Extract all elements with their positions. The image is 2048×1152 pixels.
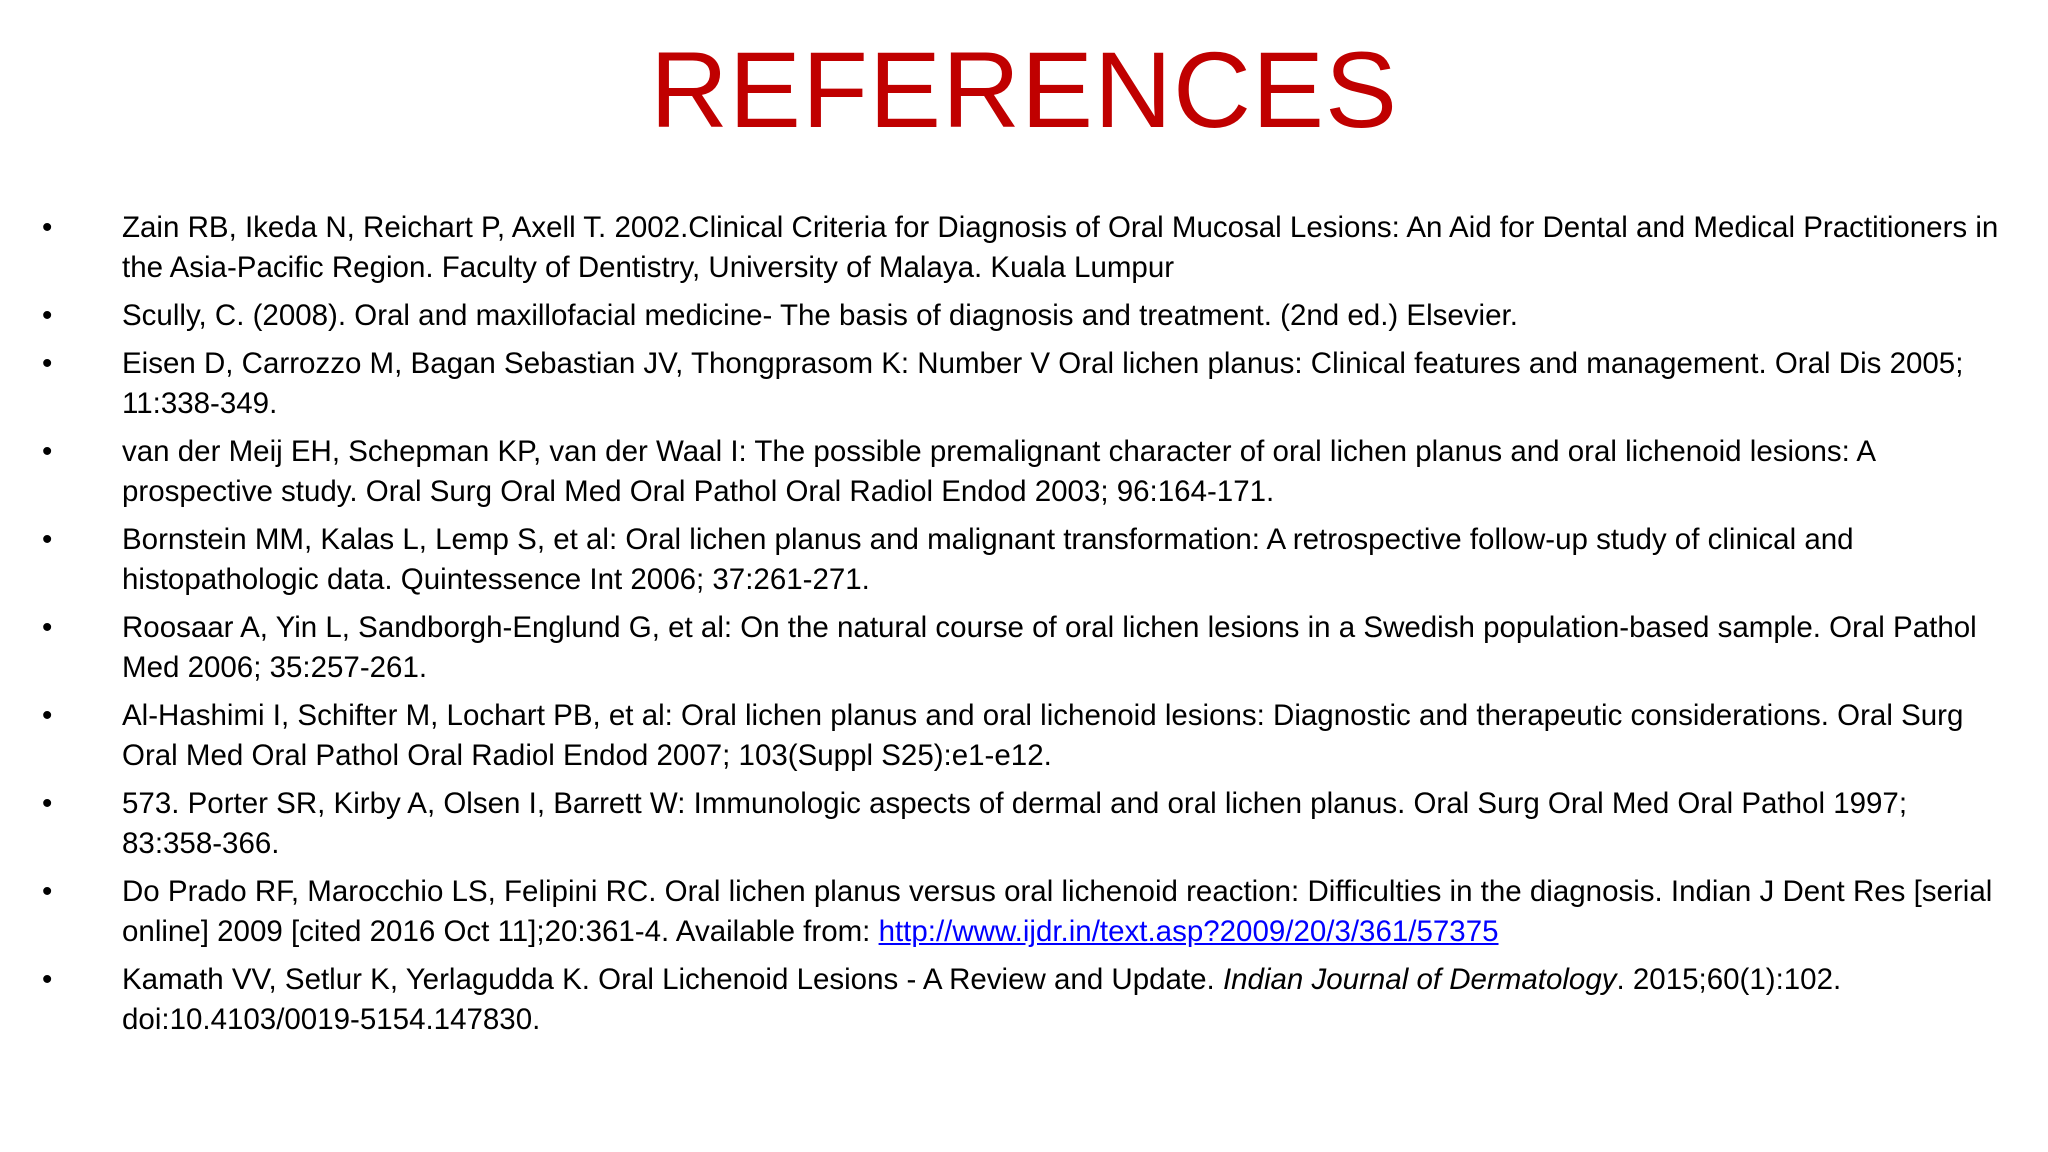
- reference-item: [0, 872, 2048, 952]
- bullet-icon: •: [42, 611, 53, 644]
- bullet-icon: •: [42, 523, 53, 556]
- bullet-icon: •: [42, 963, 53, 996]
- reference-item: [0, 344, 2048, 424]
- reference-item: [0, 296, 2048, 336]
- reference-link[interactable]: http://www.ijdr.in/text.asp?2009/20/3/361/57375: [878, 915, 1499, 948]
- reference-text: 573. Porter SR, Kirby A, Olsen I, Barrett W: Immunologic aspects of dermal and oral lichen planus. Oral Surg Oral Med Oral Pathol 1997; 83:358-366.: [122, 787, 1908, 860]
- reference-item: [0, 608, 2048, 688]
- slide-title: REFERENCES: [649, 29, 1399, 150]
- bullet-icon: •: [42, 875, 53, 908]
- reference-item: [0, 784, 2048, 864]
- reference-text: Kamath VV, Setlur K, Yerlagudda K. Oral Lichenoid Lesions - A Review and Update.: [122, 963, 1223, 996]
- reference-text-tail: . 2015;60(1):102. doi:10.4103/0019-5154.147830.: [122, 963, 1842, 1036]
- reference-text: van der Meij EH, Schepman KP, van der Waal I: The possible premalignant character of oral lichen planus and oral lichenoid lesions: A prospective study. Oral Surg Oral Med Oral Pathol Oral Radiol Endod 2003; 96:164-171.: [122, 435, 1875, 508]
- reference-item: [0, 208, 2048, 288]
- bullet-icon: •: [42, 211, 53, 244]
- reference-list: [0, 208, 2048, 1048]
- bullet-icon: •: [42, 787, 53, 820]
- reference-text: Zain RB, Ikeda N, Reichart P, Axell T. 2002.Clinical Criteria for Diagnosis of Oral Mucosal Lesions: An Aid for Dental and Medical Practitioners in the Asia-Pacific Region. Faculty of Dentistry, University of Malaya. Kuala Lumpur: [122, 211, 1999, 284]
- bullet-icon: •: [42, 299, 53, 332]
- journal-title: Indian Journal of Dermatology: [1222, 963, 1617, 996]
- bullet-icon: •: [42, 435, 53, 468]
- reference-item: [0, 520, 2048, 600]
- reference-text: Do Prado RF, Marocchio LS, Felipini RC. Oral lichen planus versus oral lichenoid reaction: Difficulties in the diagnosis. Indian J Dent Res [serial online] 2009 [cited 2016 Oct 11];20:361-4. Available from:: [122, 875, 1993, 948]
- reference-text: Bornstein MM, Kalas L, Lemp S, et al: Oral lichen planus and malignant transformation: A retrospective follow-up study of clinical and histopathologic data. Quintessence Int 2006; 37:261-271.: [122, 523, 1854, 596]
- reference-text: Scully, C. (2008). Oral and maxillofacial medicine- The basis of diagnosis and treatment. (2nd ed.) Elsevier.: [122, 299, 1518, 332]
- reference-text: Roosaar A, Yin L, Sandborgh-Englund G, et al: On the natural course of oral lichen lesions in a Swedish population-based sample. Oral Pathol Med 2006; 35:257-261.: [122, 611, 1977, 684]
- reference-item: [0, 960, 2048, 1040]
- reference-item: [0, 696, 2048, 776]
- reference-text: Al-Hashimi I, Schifter M, Lochart PB, et al: Oral lichen planus and oral lichenoid lesions: Diagnostic and therapeutic considerations. Oral Surg Oral Med Oral Pathol Oral Radiol Endod 2007; 103(Suppl S25):e1-e12.: [122, 699, 1964, 772]
- bullet-icon: •: [42, 699, 53, 732]
- reference-text: Eisen D, Carrozzo M, Bagan Sebastian JV, Thongprasom K: Number V Oral lichen planus: Clinical features and management. Oral Dis 2005; 11:338-349.: [122, 347, 1964, 420]
- bullet-icon: •: [42, 347, 53, 380]
- reference-item: [0, 432, 2048, 512]
